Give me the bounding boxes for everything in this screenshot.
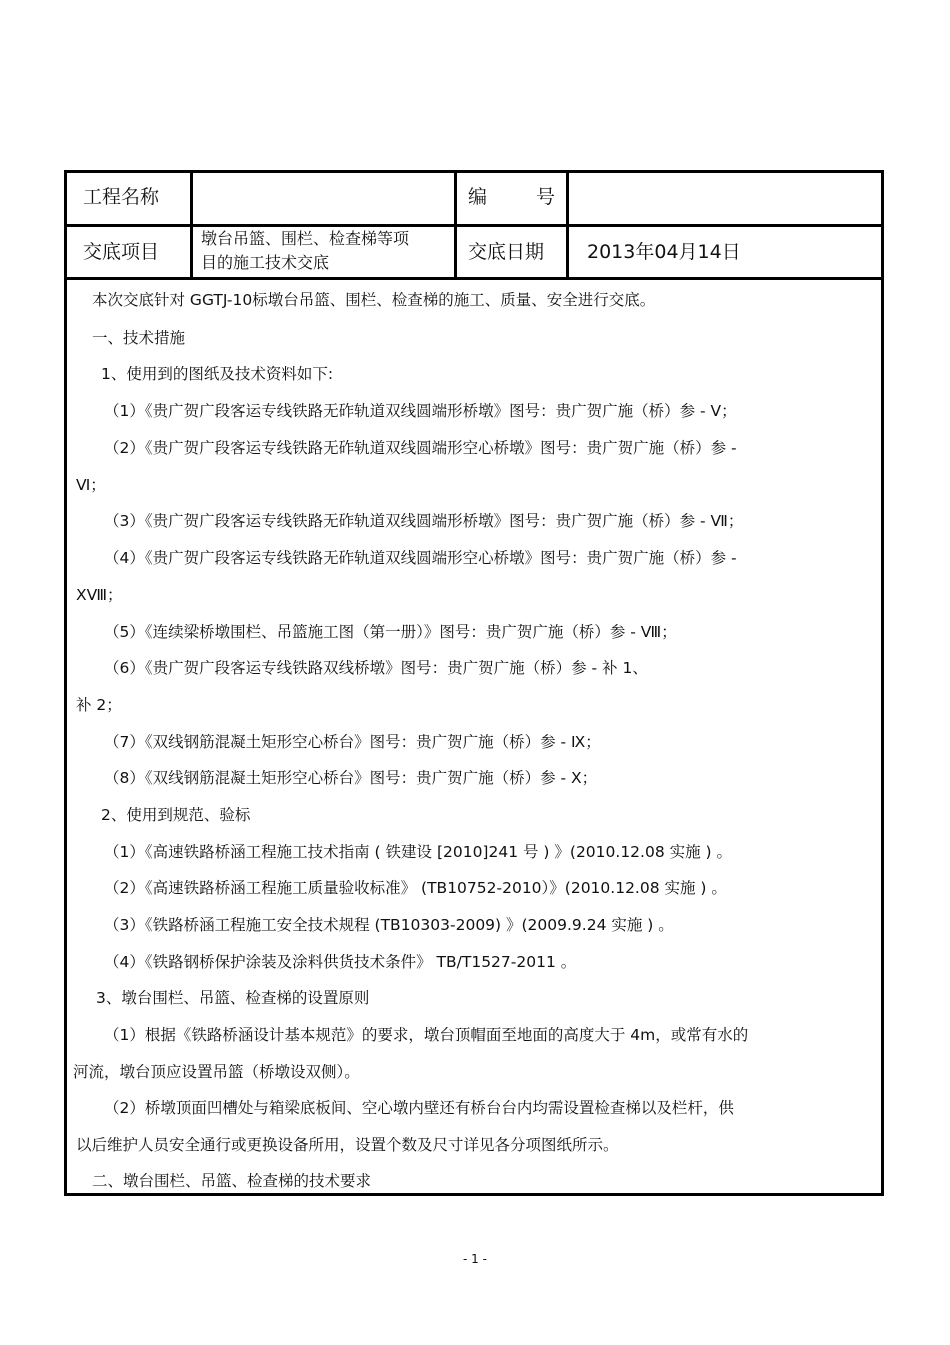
body-line: 3、墩台围栏、吊篮、检查梯的设置原则 (96, 989, 370, 1007)
project-name-label: 工程名称 (83, 186, 160, 208)
body-line: 二、墩台围栏、吊篮、检查梯的技术要求 (92, 1172, 372, 1190)
date-label: 交底日期 (468, 241, 545, 263)
body-line: （8）《双线钢筋混凝土矩形空心桥台》图号：贵广贺广施（桥）参 - Ⅹ； (104, 769, 598, 787)
page-number: - 1 - (463, 1252, 487, 1266)
col-divider-3 (566, 173, 569, 277)
body-line: Ⅵ； (76, 476, 106, 494)
body-line: 补 2； (76, 696, 122, 714)
body-line: （3）《贵广贺广段客运专线铁路无砟轨道双线圆端形桥墩》图号：贵广贺广施（桥）参 - Ⅶ； (104, 512, 744, 530)
body-line: （1）根据《铁路桥涵设计基本规范》的要求，墩台顶帽面至地面的高度大于 4m，或常有水的 (104, 1026, 749, 1044)
body-line: 以后维护人员安全通行或更换设备所用，设置个数及尺寸详见各分项图纸所示。 (76, 1136, 619, 1154)
body-line: 河流，墩台顶应设置吊篮（桥墩设双侧）。 (73, 1063, 360, 1081)
body-line: （5）《连续梁桥墩围栏、吊篮施工图（第一册）》图号：贵广贺广施（桥）参 - Ⅷ； (104, 623, 677, 641)
body-line: ⅩⅧ； (76, 586, 123, 604)
body-line: （3）《铁路桥涵工程施工安全技术规程 (TB10303-2009) 》(2009.9.24 实施 ) 。 (104, 916, 674, 934)
body-line: （2）桥墩顶面凹槽处与箱梁底板间、空心墩内壁还有桥台台内均需设置检查梯以及栏杆，供 (104, 1099, 734, 1117)
col-divider-2 (454, 173, 457, 277)
body-line: 本次交底针对 GGTJ-10标墩台吊篮、围栏、检查梯的施工、质量、安全进行交底。 (92, 291, 656, 309)
number-label-b: 号 (536, 186, 556, 208)
body-line: （1）《高速铁路桥涵工程施工技术指南 ( 铁建设 [2010]241 号 ) 》(2010.12.08 实施 ) 。 (104, 843, 733, 861)
col-divider-1 (190, 173, 193, 277)
body-line: （4）《铁路钢桥保护涂装及涂料供货技术条件》 TB/T1527-2011 。 (104, 953, 577, 971)
date-value: 2013年04月14日 (587, 241, 741, 263)
body-line: 2、使用到规范、验标 (101, 806, 251, 824)
item-label: 交底项目 (83, 241, 160, 263)
body-line: （6）《贵广贺广段客运专线铁路双线桥墩》图号：贵广贺广施（桥）参 - 补 1、 (104, 659, 648, 677)
body-line: （1）《贵广贺广段客运专线铁路无砟轨道双线圆端形桥墩》图号：贵广贺广施（桥）参 - Ⅴ； (104, 402, 737, 420)
body-line: （4）《贵广贺广段客运专线铁路无砟轨道双线圆端形空心桥墩》图号：贵广贺广施（桥）参 - (104, 549, 737, 567)
body-line: 1、使用到的图纸及技术资料如下: (101, 365, 334, 383)
row-divider-2 (67, 277, 881, 280)
body-line: 一、技术措施 (92, 329, 186, 347)
body-line: （7）《双线钢筋混凝土矩形空心桥台》图号：贵广贺广施（桥）参 - Ⅸ； (104, 733, 601, 751)
body-line: （2）《贵广贺广段客运专线铁路无砟轨道双线圆端形空心桥墩》图号：贵广贺广施（桥）参 - (104, 439, 737, 457)
body-line: （2）《高速铁路桥涵工程施工质量验收标准》 (TB10752-2010）》(2010.12.08 实施 ) 。 (104, 879, 727, 897)
item-value-line2: 目的施工技术交底 (201, 253, 330, 272)
number-label-a: 编 (468, 186, 488, 208)
item-value-line1: 墩台吊篮、围栏、检查梯等项 (201, 229, 410, 248)
